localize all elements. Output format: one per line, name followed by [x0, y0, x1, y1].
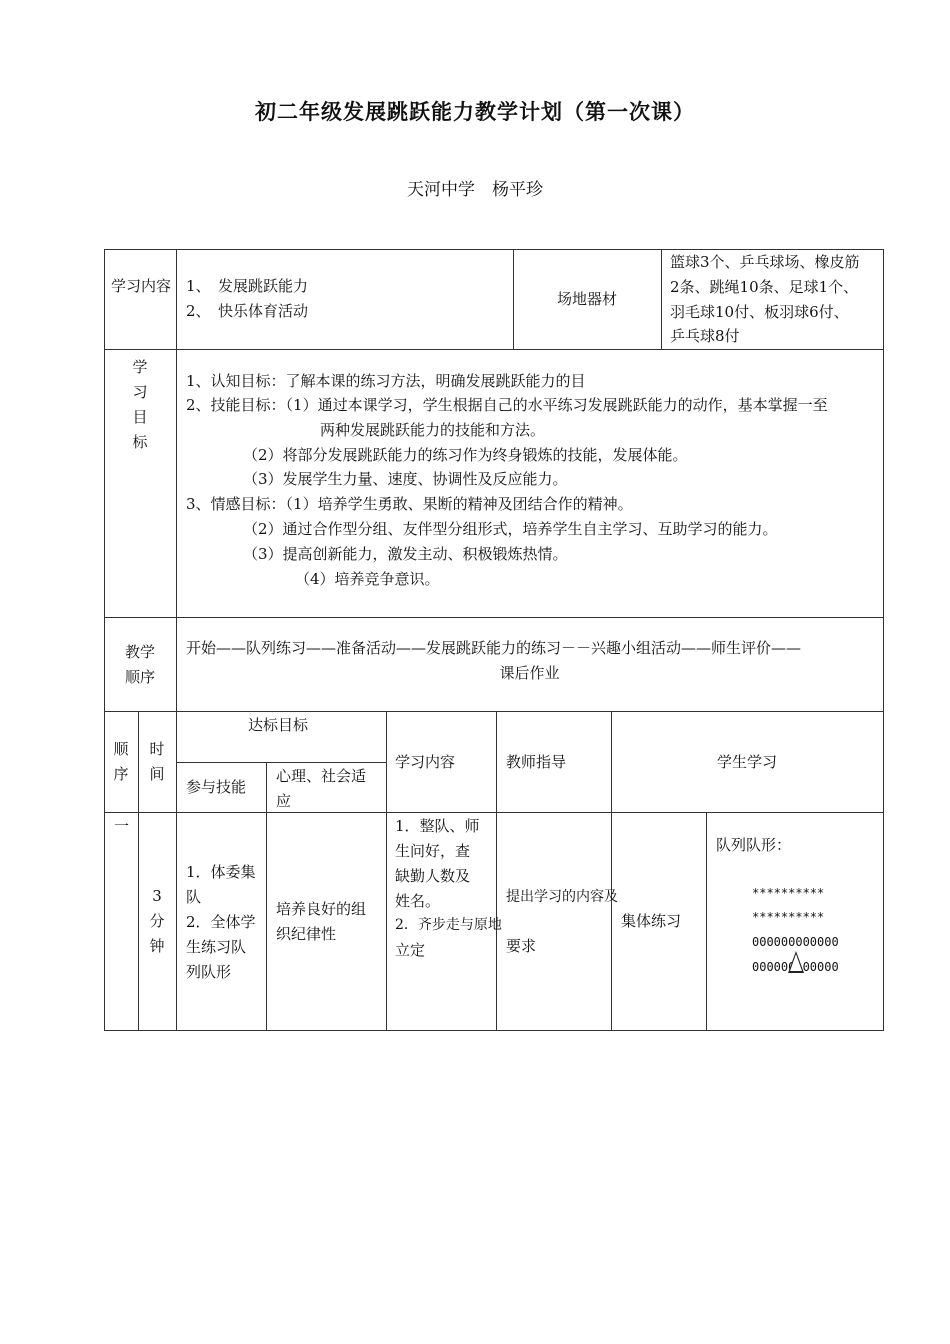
header-mental-2: 应	[276, 792, 292, 810]
venue-label: 场地器材	[556, 290, 617, 308]
content-item-1: 1、 发展跳跃能力	[186, 277, 309, 295]
header-order-1: 顺	[113, 740, 129, 758]
sequence-label-2: 顺序	[124, 668, 155, 686]
formation-row-4: 000000 00000	[752, 960, 839, 974]
document-title: 初二年级发展跳跃能力教学计划（第一次课）	[255, 100, 695, 124]
step-teacher-2: 要求	[506, 937, 537, 955]
objective-line-8: （3）提高创新能力，激发主动、积极锻炼热情。	[243, 545, 568, 563]
content-item-2: 2、 快乐体育活动	[186, 302, 309, 320]
formation-label: 队列队形：	[716, 836, 792, 854]
objective-line-1: 1、认知目标：了解本课的练习方法，明确发展跳跃能力的目	[186, 372, 586, 390]
header-goal: 达标目标	[248, 716, 309, 734]
step-skill-1: 1．体委集	[186, 863, 256, 881]
header-skill: 参与技能	[186, 778, 247, 796]
step-content-2: 生问好，查	[395, 842, 471, 860]
objective-line-5: （3）发展学生力量、速度、协调性及反应能力。	[243, 470, 568, 488]
objective-line-7: （2）通过合作型分组、友伴型分组形式，培养学生自主学习、互助学习的能力。	[243, 520, 778, 538]
sequence-label-1: 教学	[124, 643, 155, 661]
school-author: 天河中学 杨平珍	[407, 180, 543, 200]
step-student-method: 集体练习	[621, 912, 682, 930]
step-time-3: 钟	[149, 937, 165, 955]
header-time-2: 间	[149, 765, 165, 783]
step-skill-4: 生练习队	[186, 938, 247, 956]
objectives-label-1: 学	[132, 358, 148, 376]
header-mental-1: 心理、社会适	[276, 767, 367, 785]
step-content-4: 姓名。	[395, 892, 441, 910]
objective-line-9: （4）培养竞争意识。	[295, 570, 440, 588]
formation-row-1: **********	[752, 886, 825, 900]
venue-line-1: 篮球3个、乒乓球场、橡皮筋	[670, 253, 860, 271]
step-content-5: 2．齐步走与原地	[395, 917, 502, 933]
objective-line-2: 2、技能目标：（1）通过本课学习，学生根据自己的水平练习发展跳跃能力的动作，基本掌握一至	[186, 396, 828, 414]
step-time-2: 分	[149, 912, 165, 930]
step-skill-3: 2．全体学	[186, 913, 256, 931]
header-teacher: 教师指导	[506, 753, 567, 771]
step-content-3: 缺勤人数及	[395, 867, 471, 885]
step-skill-5: 列队形	[186, 963, 232, 981]
objectives-label-4: 标	[132, 433, 148, 451]
formation-row-2: **********	[752, 910, 825, 924]
step-mental-2: 织纪律性	[276, 925, 337, 943]
header-order-2: 序	[113, 765, 129, 783]
header-time-1: 时	[149, 740, 165, 758]
step-content-1: 1．整队、师	[395, 817, 480, 835]
venue-line-4: 乒乓球8付	[670, 327, 740, 345]
step-mental-1: 培养良好的组	[276, 900, 367, 918]
venue-line-3: 羽毛球10付、板羽球6付、	[670, 303, 849, 321]
formation-row-3: 000000000000	[752, 935, 839, 949]
objective-line-3: 两种发展跳跃能力的技能和方法。	[320, 421, 546, 439]
objectives-label-3: 目	[132, 408, 148, 426]
objective-line-6: 3、情感目标：（1）培养学生勇敢、果断的精神及团结合作的精神。	[186, 495, 633, 513]
step-content-6: 立定	[395, 941, 426, 959]
teacher-position-triangle-icon	[788, 951, 804, 973]
header-content: 学习内容	[395, 753, 456, 771]
venue-line-2: 2条、跳绳10条、足球1个、	[670, 278, 859, 296]
objective-line-4: （2）将部分发展跳跃能力的练习作为终身锻炼的技能，发展体能。	[243, 446, 688, 464]
step-time-1: 3	[152, 887, 162, 905]
step-teacher-1: 提出学习的内容及	[506, 889, 618, 905]
header-student: 学生学习	[716, 753, 777, 771]
step-skill-2: 队	[186, 888, 202, 906]
sequence-line-2: 课后作业	[499, 664, 560, 682]
step-order: 一	[114, 817, 130, 835]
sequence-line-1: 开始——队列练习——准备活动——发展跳跃能力的练习－－兴趣小组活动——师生评价——	[186, 639, 802, 657]
learning-content-label: 学习内容	[110, 277, 171, 295]
objectives-label-2: 习	[132, 383, 148, 401]
